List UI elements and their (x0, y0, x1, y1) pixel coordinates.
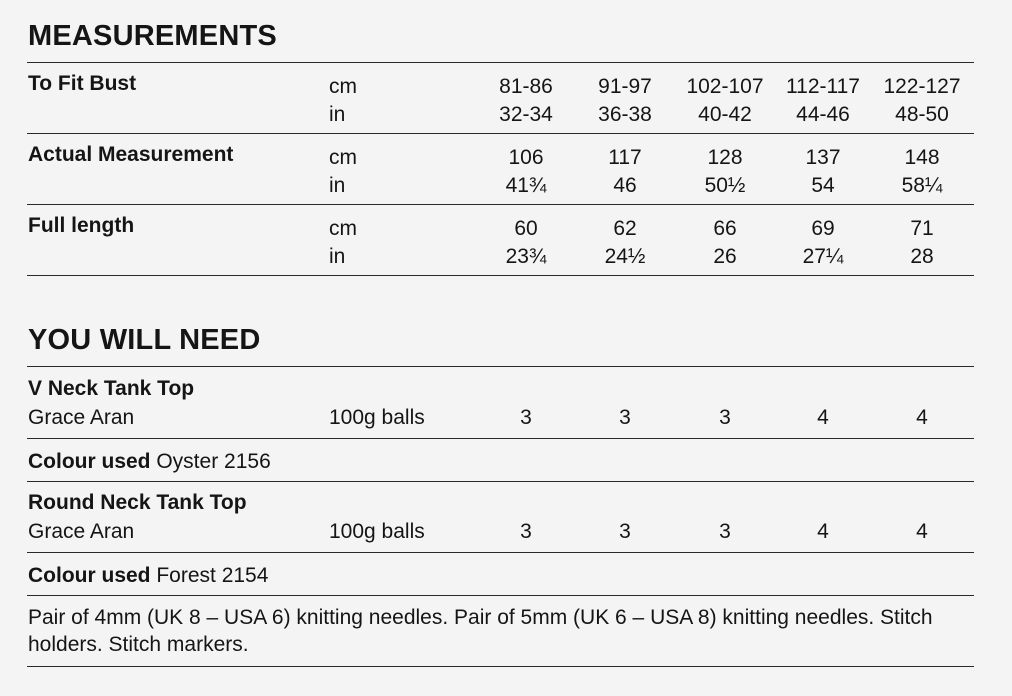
ball-quantity: 3 (520, 520, 532, 543)
colour-used (28, 450, 271, 474)
value-cm: 106 (508, 146, 544, 169)
colour-used-value: Oyster 2156 (150, 450, 271, 473)
divider (27, 275, 974, 276)
divider (27, 552, 974, 553)
value-cm: 66 (713, 217, 737, 240)
value-cm: 69 (811, 217, 835, 240)
size-cm: 81-86 (499, 75, 553, 98)
value-in: 24½ (604, 245, 646, 268)
divider (27, 133, 974, 134)
ball-quantity: 3 (520, 406, 532, 429)
ball-quantity: 4 (817, 520, 829, 543)
value-in: 50½ (704, 174, 746, 197)
ball-quantity: 4 (817, 406, 829, 429)
size-in: 48-50 (895, 103, 949, 126)
unit-cm: cm (329, 75, 357, 98)
value-cm: 137 (805, 146, 841, 169)
divider (27, 481, 974, 482)
ball-quantity: 3 (619, 406, 631, 429)
value-cm: 148 (904, 146, 940, 169)
divider (27, 438, 974, 439)
ball-quantity: 3 (719, 520, 731, 543)
colour-used-value: Forest 2154 (150, 564, 269, 587)
yarn-name: Grace Aran (28, 406, 135, 429)
unit-in: in (329, 245, 346, 268)
divider (27, 595, 974, 596)
yarn-unit: 100g balls (329, 406, 425, 429)
yarn-unit: 100g balls (329, 520, 425, 543)
colour-used (28, 564, 268, 588)
measurements-heading: MEASUREMENTS (28, 20, 277, 52)
value-in: 23¾ (505, 245, 547, 268)
size-cm: 102-107 (686, 75, 764, 98)
size-cm: 112-117 (786, 75, 860, 98)
unit-cm: cm (329, 217, 357, 240)
notions-text: Pair of 4mm (UK 8 – USA 6) knitting needles. Pair of 5mm (UK 6 – USA 8) knitting needles. Stitch holders. Stitch markers. (28, 606, 933, 656)
value-cm: 117 (608, 146, 642, 169)
value-in: 26 (713, 245, 737, 268)
item-title: Round Neck Tank Top (28, 491, 247, 514)
row-label: To Fit Bust (28, 72, 137, 95)
value-in: 41¾ (505, 174, 547, 197)
yarn-name: Grace Aran (28, 520, 135, 543)
size-cm: 122-127 (883, 75, 961, 98)
unit-in: in (329, 103, 346, 126)
size-in: 32-34 (499, 103, 553, 126)
size-cm: 91-97 (598, 75, 652, 98)
ball-quantity: 4 (916, 406, 928, 429)
ball-quantity: 4 (916, 520, 928, 543)
value-cm: 60 (514, 217, 538, 240)
divider (27, 666, 974, 667)
size-in: 36-38 (598, 103, 652, 126)
value-in: 27¼ (802, 245, 844, 268)
value-cm: 128 (707, 146, 743, 169)
value-in: 58¼ (901, 174, 943, 197)
row-label: Full length (28, 214, 135, 237)
unit-cm: cm (329, 146, 357, 169)
divider (27, 366, 974, 367)
you-will-need-heading: YOU WILL NEED (28, 324, 261, 356)
value-in: 54 (811, 174, 835, 197)
unit-in: in (329, 174, 346, 197)
size-in: 44-46 (796, 103, 850, 126)
colour-used-label: Colour used (28, 450, 151, 473)
ball-quantity: 3 (619, 520, 631, 543)
colour-used-label: Colour used (28, 564, 151, 587)
value-cm: 62 (613, 217, 637, 240)
divider (27, 204, 974, 205)
item-title: V Neck Tank Top (28, 377, 195, 400)
value-in: 46 (613, 174, 637, 197)
size-in: 40-42 (698, 103, 752, 126)
ball-quantity: 3 (719, 406, 731, 429)
row-label: Actual Measurement (28, 143, 234, 166)
value-cm: 71 (910, 217, 934, 240)
value-in: 28 (910, 245, 934, 268)
divider (27, 62, 974, 63)
